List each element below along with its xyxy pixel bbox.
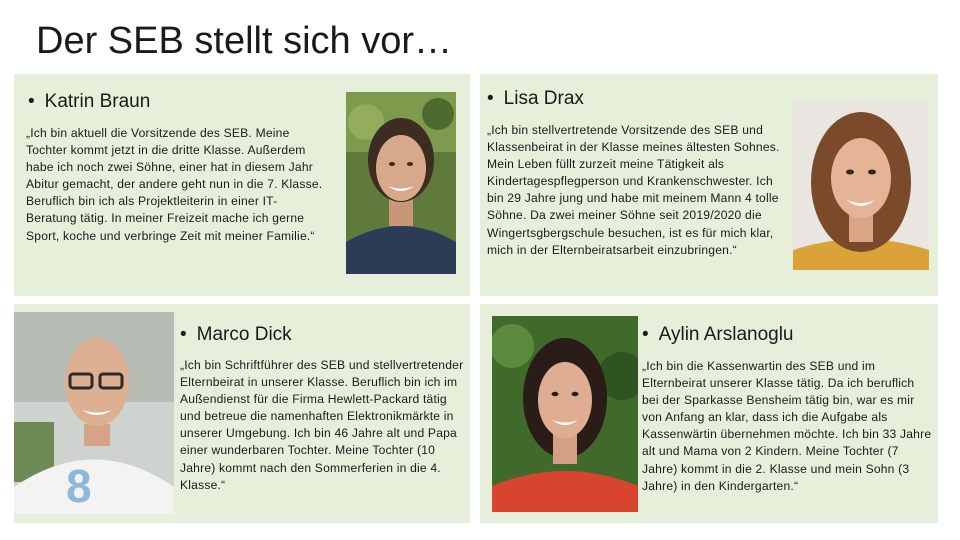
svg-text:8: 8 — [66, 460, 92, 512]
bullet-icon: • — [28, 91, 35, 112]
member-card-katrin-braun — [14, 74, 470, 296]
member-name-label: Katrin Braun — [44, 91, 151, 112]
member-photo — [346, 92, 456, 274]
bullet-icon: • — [642, 324, 649, 345]
member-name-label: Aylin Arslanoglu — [658, 324, 794, 345]
member-description: „Ich bin aktuell die Vorsitzende des SEB. Meine Tochter kommt jetzt in die dritte Klasse. Außerdem habe ich noch zwei Söhne, einer hat in diesem Jahr Abitur gemacht, der andere geht nun in die 7. Klasse. Beruflich bin ich als Projektleiterin in einer IT-Beratung tätig. In meiner Freizeit mache ich gerne Sport, koche und verbringe Zeit mit meiner Familie.“ — [26, 126, 323, 243]
member-name-label: Lisa Drax — [503, 88, 584, 109]
member-description: „Ich bin Schriftführer des SEB und stellvertretender Elternbeirat in unserer Klasse. Beruflich bin ich im Außendienst für die Firma Hewlett-Packard tätig und betreue die namenhaften Elektronikmärkte in unserer Umgebung. Ich bin 46 Jahre alt und Papa einer wunderbaren Tochter. Meine Tochter (10 Jahre) kommt nach den Sommerferien in die 4. Klasse.“ — [180, 358, 464, 492]
member-description: „Ich bin die Kassenwartin des SEB und im Elternbeirat unserer Klasse tätig. Da ich beruflich bei der Sparkasse Bensheim tätig bin, war es mir von Anfang an klar, dass ich die Aufgabe als Kassenwärtin übernehmen möchte. Ich bin 33 Jahre alt und Mama von 2 Kindern. Meine Tochter (7 Jahre) kommt in die 2. Klasse und mein Sohn (3 Jahre) in den Kindergarten.“ — [642, 359, 932, 493]
member-description: „Ich bin stellvertretende Vorsitzende des SEB und Klassenbeirat in der Klasse meines ältesten Sohnes. Mein Leben füllt zurzeit meine Tätigkeit als Kindertagespflegperson und Krankenschwester. Ich bin 29 Jahre jung und habe mit meinem Mann 4 tolle Söhne. Da zwei meiner Söhne seit 2019/2020 die Wingertsgbergschule besuchen, ist es für mich klar, mich in der Elternbeiratsarbeit einzubringen.“ — [487, 123, 780, 257]
member-card-aylin-arslanoglu — [480, 304, 938, 523]
member-name-label: Marco Dick — [196, 324, 292, 345]
bullet-icon: • — [180, 324, 187, 345]
member-photo — [14, 312, 174, 514]
member-card-lisa-drax — [480, 74, 938, 296]
member-name — [28, 91, 150, 113]
member-name — [642, 324, 794, 346]
member-name — [487, 88, 584, 110]
member-name — [180, 324, 292, 346]
slide-title: Der SEB stellt sich vor… — [36, 20, 452, 62]
member-photo — [793, 100, 929, 270]
member-photo — [492, 316, 638, 512]
bullet-icon: • — [487, 88, 494, 109]
member-card-marco-dick — [14, 304, 470, 523]
